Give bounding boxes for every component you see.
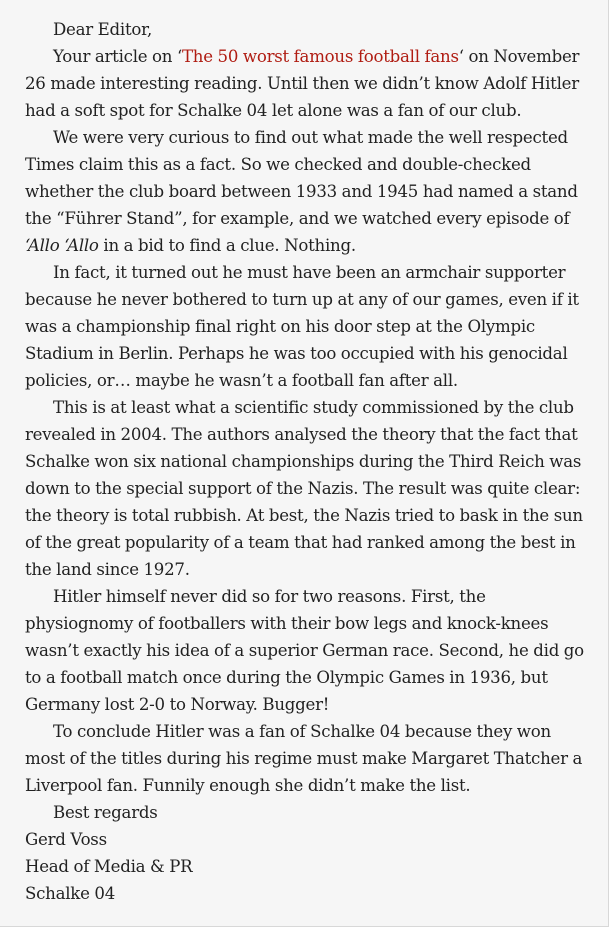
signature-name: Gerd Voss	[25, 830, 107, 849]
salutation: Dear Editor,	[53, 20, 153, 39]
signature-title: Head of Media & PR	[25, 857, 193, 876]
paragraph-5: Hitler himself never did so for two reasons. First, the physiognomy of footballers with their bow legs and knock-knees wasn’t exactly his idea of a superior German race. Second, he did go to a football match once during the Olympic Games in 1936, but Germany lost 2-0 to Norway. Bugger!	[25, 587, 584, 714]
paragraph-1-rest: ‘ on November 26 made interesting reading. Until then we didn’t know Adolf Hitler had a soft spot for Schalke 04 let alone was a fan of our club.	[25, 47, 580, 120]
paragraph-2	[25, 124, 585, 259]
paragraph-1	[25, 43, 585, 124]
paragraph-6: To conclude Hitler was a fan of Schalke 04 because they won most of the titles during his regime must make Margaret Thatcher a Liverpool fan. Funnily enough she didn’t make the list.	[25, 722, 583, 795]
paragraph-1-intro: Your article on ‘	[53, 47, 182, 66]
paragraph-2-rest: in a bid to find a clue. Nothing.	[98, 236, 356, 255]
closing: Best regards	[53, 803, 158, 822]
article-link[interactable]: The 50 worst famous football fans	[181, 47, 459, 66]
paragraph-3: In fact, it turned out he must have been an armchair supporter because he never bothered to turn up at any of our games, even if it was a championship final right on his door step at the Olympic Stadium in Berlin. Perhaps he was too occupied with his genocidal policies, or… maybe he wasn’t a football fan after all.	[25, 263, 579, 390]
signature-club: Schalke 04	[25, 884, 116, 903]
show-title: ‘Allo ‘Allo	[25, 236, 99, 255]
paragraph-2-intro: We were very curious to find out what made the well respected Times claim this as a fact. So we checked and double-checked whether the club board between 1933 and 1945 had named a stand the “Führer Stand”, for example, and we watched every episode of	[25, 128, 578, 228]
paragraph-4: This is at least what a scientific study commissioned by the club revealed in 2004. The authors analysed the theory that the fact that Schalke won six national championships during the Third Reich was down to the special support of the Nazis. The result was quite clear: the theory is total rubbish. At best, the Nazis tried to bask in the sun of the great popularity of a team that had ranked among the best in the land since 1927.	[25, 398, 583, 579]
